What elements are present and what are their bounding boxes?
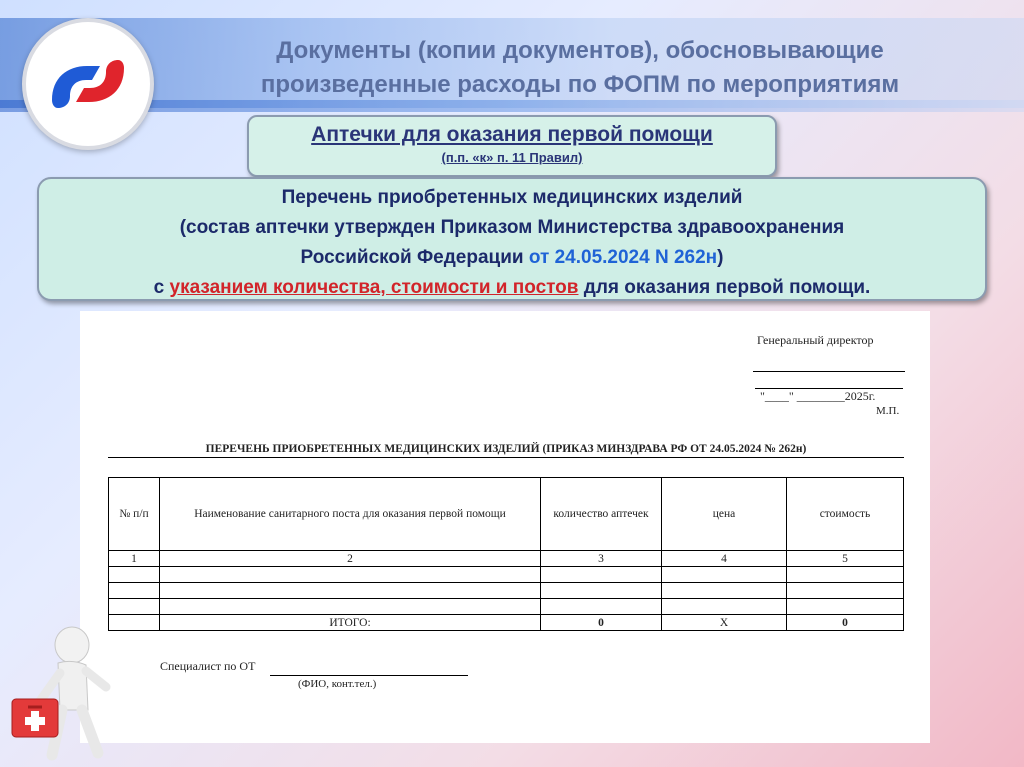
document-title: ПЕРЕЧЕНЬ ПРИОБРЕТЕННЫХ МЕДИЦИНСКИХ ИЗДЕЛИЙ (ПРИКАЗ МИНЗДРАВА РФ ОТ 24.05.2024 № 262н) [205, 443, 807, 455]
info-line1: Перечень приобретенных медицинских изделий [281, 187, 743, 208]
info-line4 [39, 273, 985, 303]
specialist-fio: (ФИО, конт.тел.) [298, 678, 377, 690]
info-line3-order: от 24.05.2024 N 262н [528, 247, 718, 268]
stamp-label: М.П. [876, 405, 900, 417]
table-row [109, 567, 904, 583]
subheader-subheading: (п.п. «к» п. 11 Правил) [441, 150, 583, 165]
sfr-logo-icon [22, 18, 154, 150]
col-header-number: № п/п [109, 478, 160, 551]
date-line [760, 389, 875, 404]
info-box [37, 177, 987, 301]
total-quantity: 0 [541, 615, 662, 631]
col-number-1: 1 [109, 551, 160, 567]
col-header-quantity: количество аптечек [541, 478, 662, 551]
page-title [160, 34, 1000, 102]
document-sheet [80, 311, 930, 743]
specialist-line [270, 675, 468, 676]
col-number-2: 2 [160, 551, 541, 567]
col-header-cost: стоимость [787, 478, 904, 551]
col-header-price: цена [662, 478, 787, 551]
info-line3-suffix: ) [717, 247, 724, 268]
table-row [109, 551, 904, 567]
subheader-box [247, 115, 777, 177]
info-line3 [39, 243, 985, 273]
date-text: "____" ________2025г. [760, 389, 876, 403]
table-row [109, 583, 904, 599]
info-line2: (состав аптечки утвержден Приказом Министерства здравоохранения [179, 217, 845, 238]
info-line4-prefix: с [153, 277, 165, 298]
table-total-row [109, 615, 904, 631]
total-label: ИТОГО: [160, 615, 541, 631]
equipment-table [108, 477, 904, 631]
col-header-post: Наименование санитарного поста для оказания первой помощи [160, 478, 541, 551]
subheader-heading: Аптечки для оказания первой помощи [311, 123, 713, 146]
info-line4-highlight: указанием количества, стоимости и постов [169, 277, 579, 298]
col-number-3: 3 [541, 551, 662, 567]
total-price: Х [662, 615, 787, 631]
info-line3-prefix: Российской Федерации [300, 247, 524, 268]
page-title-line2: произведенные расходы по ФОПМ по мероприятиям [260, 71, 900, 98]
table-header-row [109, 478, 904, 551]
signature-line [753, 371, 905, 372]
page-title-line1: Документы (копии документов), обосновывающие [276, 37, 884, 64]
director-label: Генеральный директор [757, 333, 874, 347]
total-cost: 0 [787, 615, 904, 631]
col-number-4: 4 [662, 551, 787, 567]
document-title-underline [108, 457, 904, 458]
specialist-label: Специалист по ОТ [160, 659, 256, 673]
first-aid-figure-icon [0, 615, 120, 765]
info-line4-suffix: для оказания первой помощи. [583, 277, 871, 298]
col-number-5: 5 [787, 551, 904, 567]
table-row [109, 599, 904, 615]
